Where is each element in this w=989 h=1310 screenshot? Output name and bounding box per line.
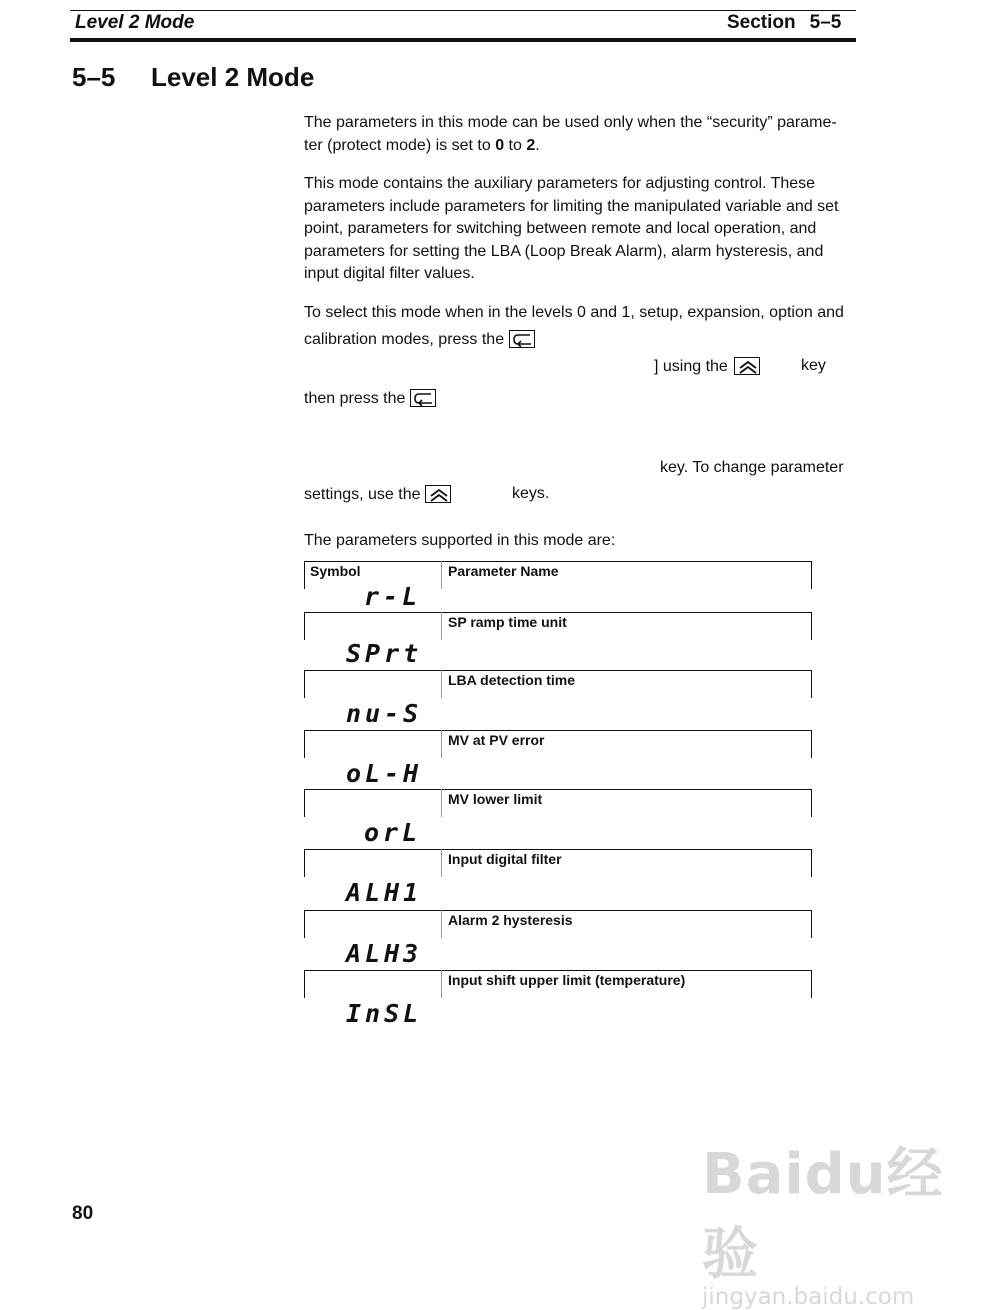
- table-rule: [304, 670, 812, 671]
- table-column-divider: [441, 561, 442, 589]
- symbol-SPrt: SPrt: [346, 639, 423, 668]
- symbol-InSL: InSL: [346, 999, 423, 1028]
- table-border-left: [304, 670, 305, 698]
- table-column-divider: [441, 970, 442, 998]
- table-row: [304, 970, 812, 998]
- header-symbol: Symbol: [310, 563, 361, 579]
- parameter-name: Input shift upper limit (temperature): [448, 972, 686, 988]
- page-title: [72, 62, 314, 93]
- symbol-orL: orL: [364, 818, 422, 847]
- watermark: [702, 1130, 989, 1310]
- table-border-left: [304, 849, 305, 877]
- table-rule: [304, 730, 812, 731]
- table-border-right: [811, 970, 812, 998]
- table-border-right: [811, 612, 812, 640]
- p1-value-0: 0: [495, 136, 505, 154]
- table-border-right: [811, 910, 812, 938]
- table-border-left: [304, 612, 305, 640]
- parameter-name: Alarm 2 hysteresis: [448, 912, 573, 928]
- p3-then: [304, 389, 436, 408]
- mode-key-icon: [509, 330, 535, 348]
- table-border-right: [811, 789, 812, 817]
- p3-line2: [304, 330, 535, 349]
- header-top-rule: [70, 10, 856, 11]
- symbol-ALH1: ALH1: [346, 878, 423, 907]
- table-row: [304, 910, 812, 938]
- table-column-divider: [441, 910, 442, 938]
- running-header-title: Level 2 Mode: [75, 12, 195, 33]
- p3-using: [654, 357, 760, 376]
- up-key-icon-2: [425, 485, 451, 503]
- p1-line1: The parameters in this mode can be used only when the “security” parame-: [304, 114, 837, 131]
- p3-settings: [304, 485, 451, 504]
- up-key-icon: [734, 357, 760, 375]
- table-row: [304, 612, 812, 640]
- header-parameter-name: Parameter Name: [448, 563, 559, 579]
- watermark-logo: Baidu经验: [702, 1142, 944, 1287]
- table-rule: [304, 910, 812, 911]
- table-border-left: [304, 561, 305, 589]
- p3-line1: To select this mode when in the levels 0 and 1, setup, expansion, option and: [304, 304, 844, 321]
- table-column-divider: [441, 730, 442, 758]
- table-rule: [304, 789, 812, 790]
- parameter-name: MV at PV error: [448, 732, 545, 748]
- p3-then-text: then press the: [304, 390, 406, 407]
- p1-end: .: [535, 136, 540, 154]
- header-rule: [70, 38, 856, 42]
- p3-using-text: ] using the: [654, 358, 728, 375]
- table-border-right: [811, 561, 812, 589]
- p3-key2: key. To change parameter: [660, 459, 844, 476]
- table-column-divider: [441, 612, 442, 640]
- p1-to: to: [504, 136, 527, 154]
- table-border-left: [304, 730, 305, 758]
- table-border-left: [304, 789, 305, 817]
- table-column-divider: [441, 849, 442, 877]
- p3-key: key: [801, 357, 826, 374]
- table-row: [304, 730, 812, 758]
- table-row: [304, 789, 812, 817]
- parameter-name: SP ramp time unit: [448, 614, 567, 630]
- running-header-section: [727, 12, 841, 34]
- parameter-name: MV lower limit: [448, 791, 543, 807]
- paragraph-supported: The parameters supported in this mode are:: [304, 532, 616, 549]
- parameter-name: Input digital filter: [448, 851, 562, 867]
- table-border-left: [304, 970, 305, 998]
- table-rule: [304, 849, 812, 850]
- table-border-right: [811, 670, 812, 698]
- symbol-oL-H: oL-H: [346, 759, 423, 788]
- symbol-ALH3: ALH3: [346, 939, 423, 968]
- table-rule: [304, 612, 812, 613]
- parameter-name: LBA detection time: [448, 672, 576, 688]
- paragraph-description: This mode contains the auxiliary parameters for adjusting control. These parameters include parameters for limiting the manipulated variable and set point, parameters for switching between remote and local operation, and parameters for setting the LBA (Loop Break Alarm), alarm hysteresis, and input digital filter values.: [304, 175, 839, 282]
- watermark-url: jingyan.baidu.com: [702, 1284, 915, 1310]
- title-text: Level 2 Mode: [151, 62, 315, 92]
- mode-key-icon-2: [410, 389, 436, 407]
- p3-line2-text: calibration modes, press the: [304, 331, 505, 348]
- table-rule: [304, 970, 812, 971]
- section-number: 5–5: [809, 12, 842, 33]
- title-number: 5–5: [72, 62, 116, 92]
- table-border-right: [811, 849, 812, 877]
- table-row: [304, 670, 812, 698]
- section-label: Section: [727, 12, 796, 33]
- paragraph-security: [304, 112, 852, 157]
- table-border-left: [304, 910, 305, 938]
- page-number: 80: [72, 1203, 94, 1224]
- symbol-nu-S: nu-S: [346, 699, 423, 728]
- p3-keys: keys.: [512, 485, 550, 502]
- table-column-divider: [441, 789, 442, 817]
- table-row: [304, 849, 812, 877]
- p1-value-2: 2: [526, 136, 536, 154]
- table-rule: [304, 561, 812, 562]
- table-column-divider: [441, 670, 442, 698]
- table-border-right: [811, 730, 812, 758]
- symbol-r-L: r-L: [364, 582, 422, 611]
- p1-line2: ter (protect mode) is set to: [304, 136, 496, 154]
- p3-settings-text: settings, use the: [304, 486, 421, 503]
